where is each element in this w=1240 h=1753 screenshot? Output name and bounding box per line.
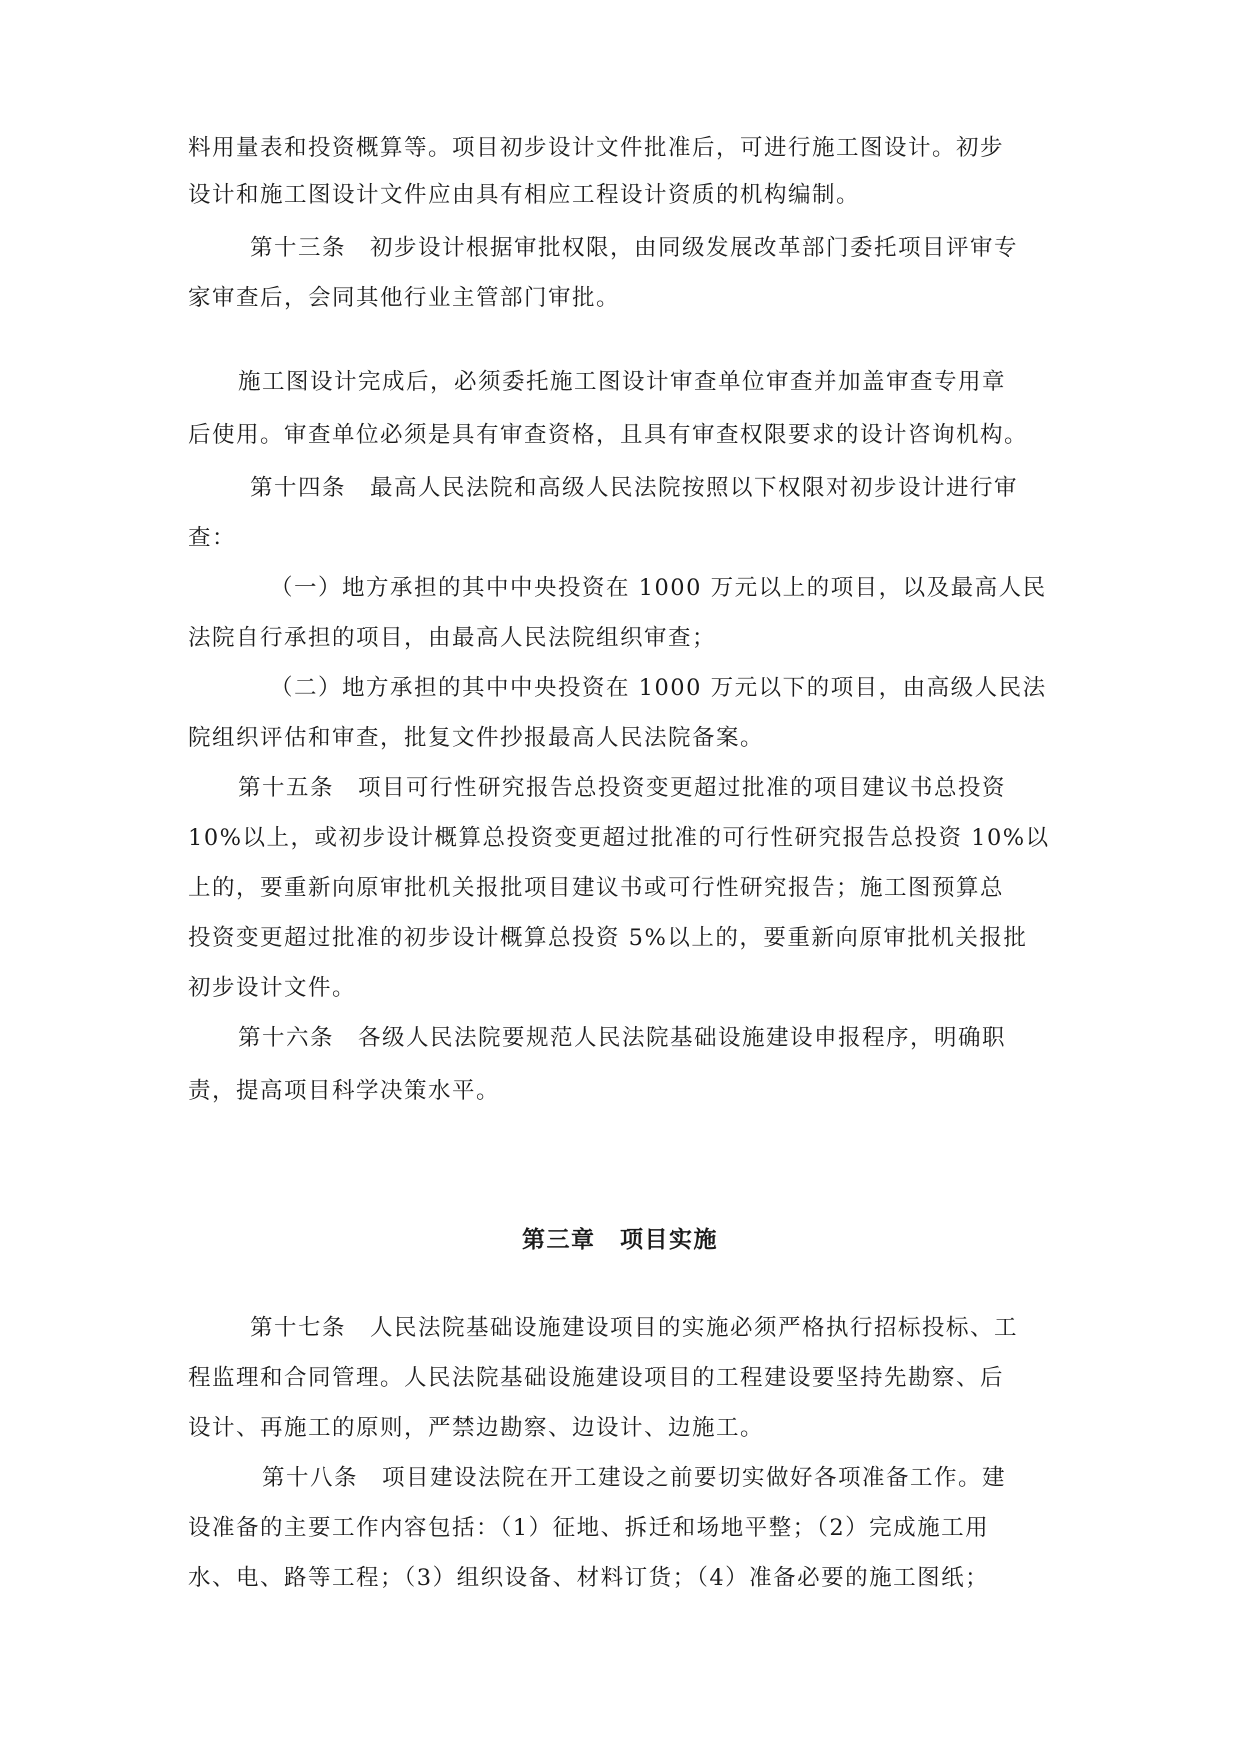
article-14-line: 第十四条 最高人民法院和高级人民法院按照以下权限对初步设计进行审 <box>250 475 1019 501</box>
article-18-line: 第十八条 项目建设法院在开工建设之前要切实做好各项准备工作。建 <box>262 1465 1007 1491</box>
body-text-line: 程监理和合同管理。人民法院基础设施建设项目的工程建设要坚持先勘察、后 <box>188 1365 1005 1391</box>
body-text-line: 家审查后，会同其他行业主管部门审批。 <box>188 285 621 311</box>
body-text-line: 后使用。审查单位必须是具有审查资格，且具有审查权限要求的设计咨询机构。 <box>188 422 1029 448</box>
chapter-title: 第三章 项目实施 <box>522 1226 718 1253</box>
body-text-line: 院组织评估和审查，批复文件抄报最高人民法院备案。 <box>188 725 765 751</box>
body-text-line: 10%以上，或初步设计概算总投资变更超过批准的可行性研究报告总投资 10%以 <box>188 825 1050 851</box>
article-16-line: 第十六条 各级人民法院要规范人民法院基础设施建设申报程序，明确职 <box>238 1025 1007 1051</box>
body-text-line: 查： <box>188 525 237 551</box>
body-text-line: 法院自行承担的项目，由最高人民法院组织审查； <box>188 625 717 651</box>
list-item-line: （一）地方承担的其中中央投资在 1000 万元以上的项目，以及最高人民 <box>270 575 1047 601</box>
article-15-line: 第十五条 项目可行性研究报告总投资变更超过批准的项目建议书总投资 <box>238 775 1007 801</box>
list-item-line: （二）地方承担的其中中央投资在 1000 万元以下的项目，由高级人民法 <box>270 675 1047 701</box>
body-text-line: 初步设计文件。 <box>188 975 357 1001</box>
body-text-line: 施工图设计完成后，必须委托施工图设计审查单位审查并加盖审查专用章 <box>238 369 1007 395</box>
article-13-line: 第十三条 初步设计根据审批权限，由同级发展改革部门委托项目评审专 <box>250 235 1019 261</box>
body-text-line: 设计和施工图设计文件应由具有相应工程设计资质的机构编制。 <box>188 182 861 208</box>
body-text-line: 设计、再施工的原则，严禁边勘察、边设计、边施工。 <box>188 1415 765 1441</box>
body-text-line: 设准备的主要工作内容包括：（1）征地、拆迁和场地平整；（2）完成施工用 <box>188 1515 990 1541</box>
body-text-line: 料用量表和投资概算等。项目初步设计文件批准后，可进行施工图设计。初步 <box>188 135 1005 161</box>
article-17-line: 第十七条 人民法院基础设施建设项目的实施必须严格执行招标投标、工 <box>250 1315 1019 1341</box>
body-text-line: 水、电、路等工程；（3）组织设备、材料订货；（4）准备必要的施工图纸； <box>188 1565 990 1591</box>
body-text-line: 上的，要重新向原审批机关报批项目建议书或可行性研究报告；施工图预算总 <box>188 875 1005 901</box>
body-text-line: 投资变更超过批准的初步设计概算总投资 5%以上的，要重新向原审批机关报批 <box>188 925 1028 951</box>
body-text-line: 责，提高项目科学决策水平。 <box>188 1078 501 1104</box>
